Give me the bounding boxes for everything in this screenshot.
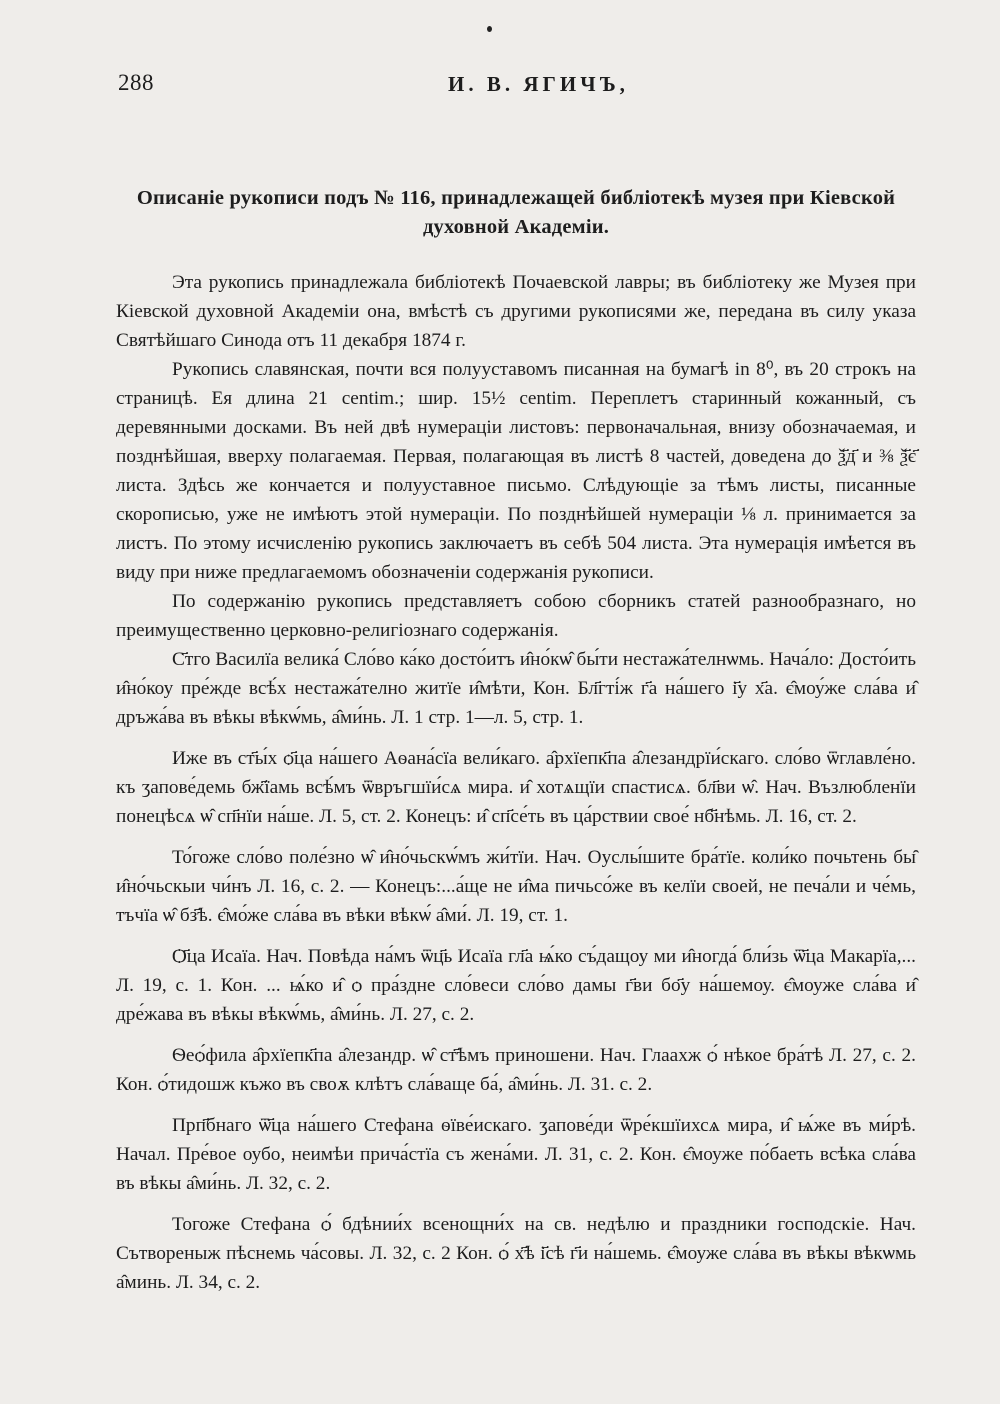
paragraph: По содержанію рукопись представляетъ собою сборникъ статей разнообразнаго, но преимущественно церковно-религіознаго содержанія. (116, 591, 916, 641)
page-number: 288 (118, 70, 154, 95)
article-title: Описаніе рукописи подъ № 116, принадлежащей библіотекѣ музея при Кіевской духовной Академіи. (136, 187, 896, 238)
running-title: И. В. ЯГИЧЪ, (448, 72, 629, 96)
paragraph: Ѳеѻ́фила а̂рхїепк҃па а̂лезандр. ѡ̂ ст҃ѣмъ приношени. Нач. Глаахж ѻ́ нѣкое бра́тѣ Л. 27, с. 2. Кон. ѻ́тидошж къжо въ своѫ клѣтъ сла́ваще ба́, а̂ми́нь. Л. 31. с. 2. (116, 1045, 916, 1095)
paragraph: Рукопись славянская, почти вся полууставомъ писанная на бумагѣ in 8⁰, въ 20 строкъ на страницѣ. Ея длина 21 centim.; шир. 15½ centim. Переплетъ старинный кожанный, съ деревянными досками. Въ ней двѣ нумераціи листовъ: первоначальная, внизу обозначаемая, и позднѣйшая, вверху полагаемая. Первая, полагающая въ листѣ 8 частей, доведена до ѯ҃д҃ и ⅜ ѯ҃є҃ листа. Здѣсь же кончается и полууставное письмо. Слѣдующіе за тѣмъ листы, писанные скорописью, уже не имѣютъ этой нумераціи. По позднѣйшей нумераціи ⅛ л. принимается за листъ. По этому исчисленію рукопись заключаетъ въ себѣ 504 листа. Эта нумерація имѣется въ виду при ниже предлагаемомъ обозначеніи содержанія рукописи. (116, 359, 916, 583)
page-header (118, 70, 912, 106)
paragraph: Эта рукопись принадлежала библіотекѣ Почаевской лавры; въ библіотеку же Музея при Кіевской духовной Академіи она, вмѣстѣ съ другими рукописями же, передана въ силу указа Святѣйшаго Синода отъ 11 декабря 1874 г. (116, 272, 916, 351)
paragraph: Ѻ҃ца Исаїа. Нач. Повѣда на́мъ ѿц҃ь Исаїа гл҃а ѩ́ко съ́дащоу ми и̂ногда́ бли́зь ѿ҃ца Макарїа,... Л. 19, с. 1. Кон. ... ѩ́ко и̂ ѻ пра́здне сло́веси сло́во дамы г҃ви бо҃у на́шемоу. є̂моуже сла́ва и̂ дре́жава въ вѣкы вѣкѡ́мь, а̂ми́нь. Л. 27, с. 2. (116, 946, 916, 1025)
paragraph: Иже въ ст҃ы́х ѻ҃ца на́шего Аѳана́сїа вели́каго. а̂рхїепк҃па а̂лезандрїи́скаго. сло́во ѿглавле́но. къ ӡапове́демь бж҃їамь всѣ́мъ ѿвръгшїи́сѧ мира. и̂ хотѧщїи спастисѧ. бл҃ви ѡ̂. Нач. Възлюбленїи понецѣсѧ ѡ̂ сп҃нїи на́ше. Л. 5, ст. 2. Конецъ: и̂ сп҃се́ть въ ца́рствии свое́ нб҃нѣмь. Л. 16, ст. 2. (116, 748, 916, 827)
paragraph: Прп҃бнаго ѿ҃ца на́шего Стефана ѳїве́искаго. ӡапове́ди ѿре́кшїихсѧ мира, и̂ ѩ́же въ ми́рѣ. Начал. Пре́вое оубо, неимѣи прича́стїа съ жена́ми. Л. 31, с. 2. Кон. є̂моуже по́баеть всѣка сла́ва въ вѣкы а̂ми́нь. Л. 32, с. 2. (116, 1115, 916, 1194)
paragraph: С҃тго Василїа велика́ Сло́во ка́ко досто́итъ и̂но́кѡ̂ бы́ти нестажа́телнѡмь. Нача́ло: Досто́ить и̂но́коу пре́жде всѣ́х нестажа́телно житїе и̂мѣти, Кон. Бл҃гті́ж г҃а на́шего і҃у х҃а. є̂моу́же сла́ва и̂ дръжа́ва въ вѣкы вѣкѡ́мь, а̂ми́нь. Л. 1 стр. 1—л. 5, стр. 1. (116, 649, 916, 728)
ink-speck (487, 26, 492, 32)
paragraph: Тогоже Стефана ѻ́ бдѣнии́х всенощни́х на св. недѣлю и праздники господскіе. Нач. Сътвореныж пѣснемь ча́совы. Л. 32, с. 2 Кон. ѻ́ х҃ѣ і҃сѣ г҃и на́шемь. є̂моуже сла́ва въ вѣкы вѣкѡмь а̂минь. Л. 34, с. 2. (116, 1214, 916, 1293)
paragraph: То́гоже сло́во поле́зно ѡ̂ и̂но́чьскѡ́мъ жи́тїи. Нач. Оуслы́шите бра́тїе. коли́ко почьтень бы̑ и̂но́чьскыи чи́нъ Л. 16, с. 2. — Конецъ:...а́ще не и̂ма пичьсо́же въ келїи своей, не печа́ли и че́мь, тъчїа ѡ̂ бз҃ѣ. є̂мо́же сла́ва въ вѣки вѣкѡ́ а̂ми́. Л. 19, ст. 1. (116, 847, 916, 926)
article-body (116, 268, 916, 1297)
